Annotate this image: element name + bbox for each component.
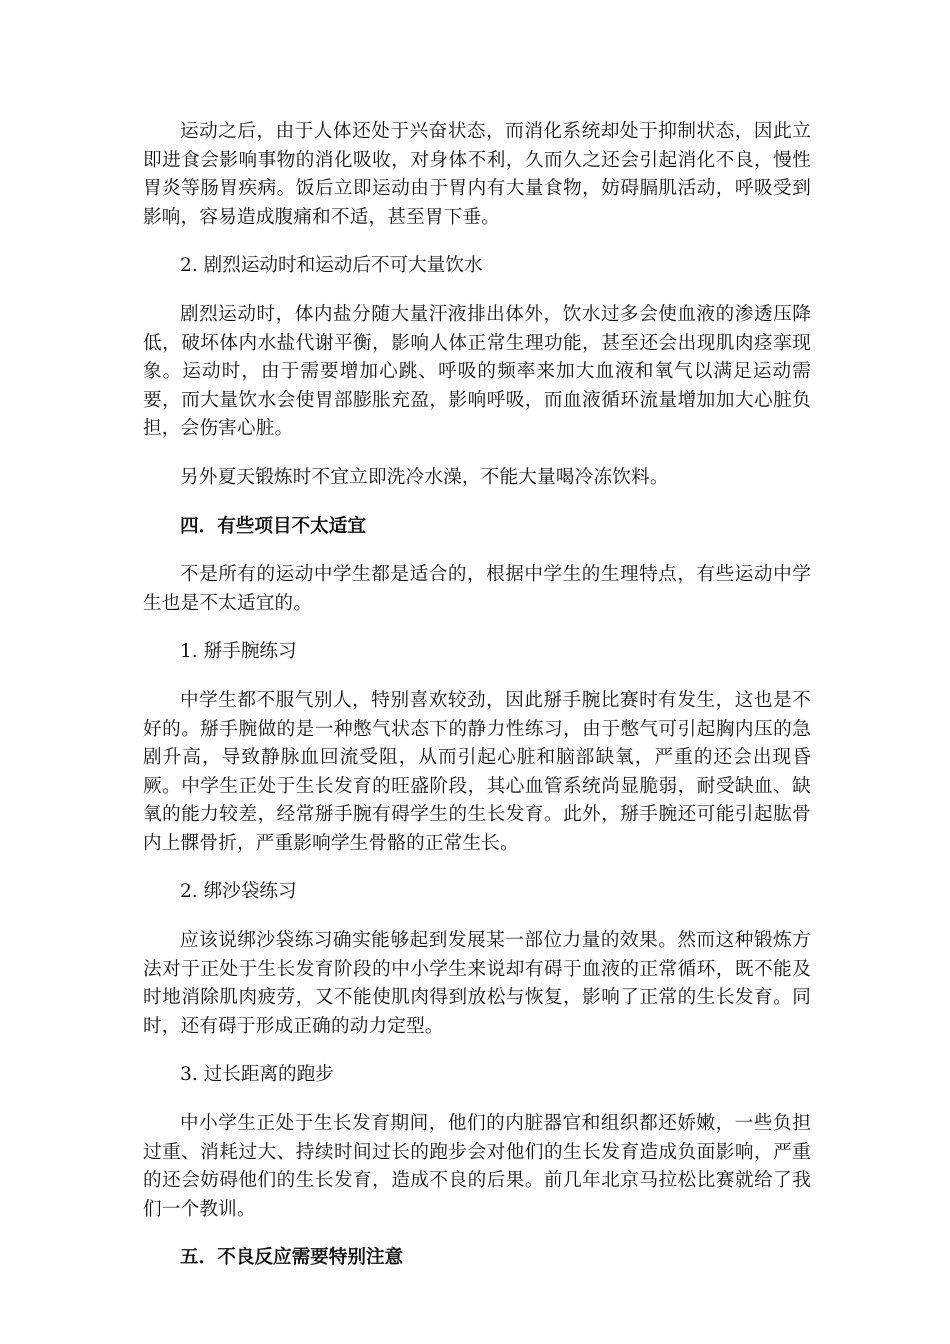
section-heading-adverse-reactions: 五．不良反应需要特别注意	[180, 1247, 404, 1269]
paragraph-long-distance-run: 中小学生正处于生长发育期间，他们的内脏器官和组织都还娇嫩，一些负担过重、消耗过大、持续时间过长的跑步会对他们的生长发育造成负面影响，严重的还会妨碍他们的生长发育，造成不良的后果。前几年北京马拉松比赛就给了我们一个教训。	[143, 1113, 811, 1220]
paragraph-after-exercise-eating: 运动之后，由于人体还处于兴奋状态，而消化系统却处于抑制状态，因此立即进食会影响事物的消化吸收，对身体不利，久而久之还会引起消化不良，慢性胃炎等肠胃疾病。饭后立即运动由于胃内有大量食物，妨碍膈肌活动，呼吸受到影响，容易造成腹痛和不适，甚至胃下垂。	[143, 121, 811, 228]
paragraph-arm-wrestling: 中学生都不服气别人，特别喜欢较劲，因此掰手腕比赛时有发生，这也是不好的。掰手腕做的是一种憋气状态下的静力性练习，由于憋气可引起胸内压的急剧升高，导致静脉血回流受阻，从而引起心脏和脑部缺氧，严重的还会出现昏厥。中学生正处于生长发育的旺盛阶段，其心血管系统尚显脆弱，耐受缺血、缺氧的能力较差，经常掰手腕有碍学生的生长发育。此外，掰手腕还可能引起肱骨内上髁骨折，严重影响学生骨骼的正常生长。	[143, 689, 811, 854]
section-heading-unsuitable-items: 四．有些项目不太适宜	[180, 515, 366, 537]
subheading-arm-wrestling: 1. 掰手腕练习	[180, 641, 297, 663]
paragraph-sandbag: 应该说绑沙袋练习确实能够起到发展某一部位力量的效果。然而这种锻炼方法对于正处于生长发育阶段的中小学生来说却有碍于血液的正常循环，既不能及时地消除肌肉疲劳，又不能使肌肉得到放松与恢复，影响了正常的生长发育。同时，还有碍于形成正确的动力定型。	[143, 930, 811, 1037]
paragraph-unsuitable-intro: 不是所有的运动中学生都是适合的，根据中学生的生理特点，有些运动中学生也是不太适宜的。	[143, 564, 811, 614]
subheading-sandbag: 2. 绑沙袋练习	[180, 881, 297, 903]
paragraph-summer-note: 另外夏天锻炼时不宜立即洗冷水澡，不能大量喝冷冻饮料。	[180, 466, 669, 488]
document-page	[143, 118, 811, 1293]
subheading-no-water: 2. 剧烈运动时和运动后不可大量饮水	[180, 255, 483, 277]
paragraph-water-effects: 剧烈运动时，体内盐分随大量汗液排出体外，饮水过多会使血液的渗透压降低，破坏体内水盐代谢平衡，影响人体正常生理功能，甚至还会出现肌肉痉挛现象。运动时，由于需要增加心跳、呼吸的频率来加大血液和氧气以满足运动需要，而大量饮水会使胃部膨胀充盈，影响呼吸，而血液循环流量增加加大心脏负担，会伤害心脏。	[143, 303, 811, 440]
subheading-long-distance-run: 3. 过长距离的跑步	[180, 1064, 334, 1086]
